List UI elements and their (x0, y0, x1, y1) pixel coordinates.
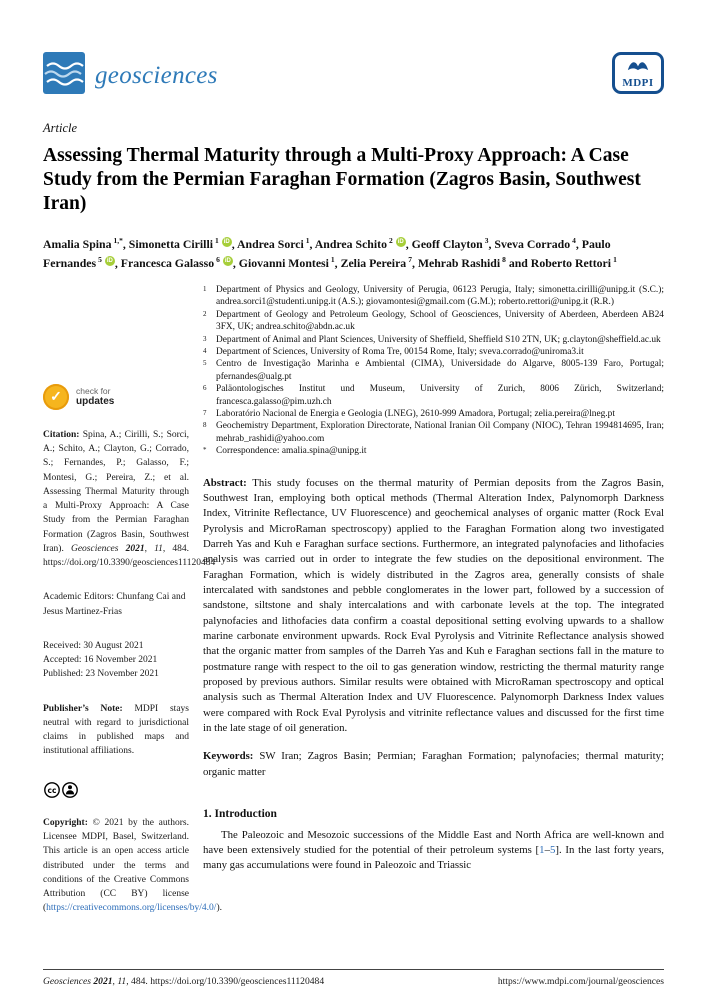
affiliation-number: 5 (203, 359, 207, 368)
citation-block (43, 428, 216, 571)
article-title: Assessing Thermal Maturity through a Multi-Proxy Approach: A Case Study from the Permian Faraghan Formation (Zagros Basin, Southwest Iran) (43, 145, 641, 214)
author-name: Zelia Pereira (340, 255, 407, 270)
author-affiliation-ref: 6 (216, 254, 220, 264)
inline-link[interactable]: 1 (539, 844, 545, 857)
affiliation-number: 1 (203, 284, 207, 293)
badge-line2: updates (76, 396, 115, 408)
text-segment: Spina, A.; Cirilli, S.; Sorci, A.; Schito, A.; Clayton, G.; Corrado, S.; Fernandes, P.; Galasso, F.; Montesi, G.; Pereira, Z.; et al. Assessing Thermal Maturity through a Multi-Proxy Approach: A Case Study from the Permian Faraghan Formation (Zagros Basin, Southwest Iran). (43, 429, 189, 554)
text-segment: 11 (154, 543, 163, 554)
left-sidebar (43, 284, 222, 916)
text-segment: Publisher’s Note: (43, 703, 135, 714)
affiliation-text: Correspondence: amalia.spina@unipg.it (216, 446, 367, 457)
history-dates (43, 639, 189, 682)
affiliation-text: Department of Sciences, University of Roma Tre, 00154 Rome, Italy; sveva.corrado@uniroma3.it (216, 346, 584, 357)
text-segment: 11 (117, 976, 127, 987)
affiliations-list (203, 284, 664, 458)
author-name: Paulo Fernandes (43, 237, 611, 270)
author-affiliation-ref: 1 (613, 254, 617, 264)
orcid-icon[interactable]: iD (223, 239, 230, 246)
affiliation-text: Department of Geology and Petroleum Geology, School of Geosciences, University of Aberdeen, Aberdeen AB24 3FX, UK; andrea.schito@abdn.ac.uk (216, 309, 664, 333)
author-name: Simonetta Cirilli (128, 237, 214, 252)
geosciences-waves-icon (43, 52, 85, 99)
affiliation-row (203, 284, 664, 309)
text-segment[interactable]: https://doi.org/10.3390/geosciences11120484 (150, 976, 325, 987)
footer-citation (43, 976, 324, 987)
page-footer (43, 969, 664, 987)
author-affiliation-ref: 1,* (113, 236, 123, 246)
author-name: Mehrab Rashidi (417, 255, 501, 270)
footer-journal-url[interactable]: https://www.mdpi.com/journal/geosciences (497, 976, 664, 987)
affiliation-row (203, 408, 664, 420)
affiliation-number: 4 (203, 346, 207, 355)
text-segment: Keywords: (203, 750, 260, 763)
introduction-paragraph (203, 828, 664, 874)
content-column (203, 284, 664, 916)
text-segment: ]. In the last forty years, many gas accumulations were found in Paleozoic and Triassic (203, 844, 665, 872)
affiliation-row (203, 346, 664, 358)
affiliation-row (203, 334, 664, 346)
author-name: Giovanni Montesi (238, 255, 329, 270)
affiliation-text: Department of Animal and Plant Sciences, University of Sheffield, Sheffield S10 2TN, UK; g.clayton@sheffield.ac.uk (216, 334, 661, 345)
text-segment: Geosciences (70, 543, 126, 554)
orcid-icon[interactable]: iD (397, 239, 404, 246)
affiliation-text: Geochemistry Department, Exploration Directorate, National Iranian Oil Company (NIOC), Tehran 1994814695, Iran; mehrab_rashidi@yahoo.com (216, 421, 664, 444)
author-name: Francesca Galasso (120, 255, 215, 270)
check-mark-glyph: ✓ (50, 388, 62, 405)
orcid-icon[interactable]: iD (224, 257, 231, 264)
mdpi-book-icon (626, 58, 650, 76)
journal-name: geosciences (95, 61, 218, 89)
footer-divider (43, 969, 664, 970)
author-name: Geoff Clayton (411, 237, 483, 252)
affiliation-row (203, 383, 664, 408)
badge-line1: check for (76, 385, 111, 396)
affiliation-row (203, 358, 664, 383)
orcid-icon[interactable]: iD (106, 257, 113, 264)
author-affiliation-ref: 2 (388, 236, 393, 246)
author-name: Amalia Spina (43, 237, 112, 252)
text-segment: ). (216, 903, 222, 914)
text-segment: Geosciences (43, 976, 94, 987)
affiliation-number: 3 (203, 334, 207, 343)
received-date: Received: 30 August 2021 (43, 640, 144, 651)
affiliation-text: Centro de Investigação Marinha e Ambiental (CIMA), Universidade do Algarve, 8005-139 Faro, Portugal; pfernandes@ualg.pt (216, 359, 664, 382)
text-segment: , (144, 543, 155, 554)
inline-link[interactable]: 5 (549, 844, 556, 857)
affiliation-row (203, 445, 664, 457)
text-segment: Abstract: (203, 476, 253, 489)
crossmark-check-icon (43, 384, 69, 410)
text-segment: , 484. (126, 976, 151, 987)
main-columns (43, 284, 664, 916)
text-segment: , 484. (162, 543, 189, 554)
text-segment: – (544, 844, 550, 857)
affiliation-number: 2 (203, 309, 207, 318)
text-segment: SW Iran; Zagros Basin; Permian; Faraghan Formation; palynofacies; thermal maturity; organic matter (203, 750, 664, 778)
affiliation-text: Paläontologisches Institut und Museum, University of Zurich, 8006 Zürich, Switzerland; francesca.galasso@pim.uzh.ch (216, 384, 664, 407)
author-affiliation-ref: 1 (215, 236, 219, 246)
text-segment: 2021 (125, 543, 145, 554)
affiliation-number: 8 (203, 421, 207, 430)
author-name: Andrea Schito (314, 237, 387, 252)
check-for-updates-label (76, 387, 114, 408)
affiliation-row (203, 309, 664, 334)
cc-by-license-icon[interactable] (43, 781, 189, 804)
publisher-note (43, 702, 189, 759)
text-segment: Citation: (43, 429, 83, 440)
inline-link[interactable]: https://creativecommons.org/licenses/by/4.0/ (46, 903, 217, 914)
academic-editors: Academic Editors: Chunfang Cai and Jesus Martinez-Frias (43, 592, 186, 617)
copyright-block (43, 816, 222, 916)
author-affiliation-ref: 3 (484, 236, 489, 246)
affiliation-row (203, 420, 664, 445)
accepted-date: Accepted: 16 November 2021 (43, 655, 158, 666)
cc-glyph: cc (47, 785, 57, 795)
text-segment: Copyright: (43, 817, 93, 828)
article-type-label: Article (43, 121, 78, 135)
affiliation-number: 6 (203, 384, 207, 393)
text-segment: MDPI stays neutral with regard to jurisdictional claims in published maps and institutional affiliations. (43, 703, 189, 757)
affiliation-text: Laboratório Nacional de Energia e Geologia (LNEG), 2610-999 Amadora, Portugal; zelia.pereira@lneg.pt (216, 408, 615, 419)
text-segment: 2021 (93, 976, 113, 987)
mdpi-logo[interactable] (612, 52, 664, 94)
affiliation-number: * (203, 446, 207, 455)
check-for-updates-badge[interactable] (43, 384, 147, 410)
published-date: Published: 23 November 2021 (43, 669, 159, 680)
journal-logo[interactable] (43, 52, 218, 99)
text-segment: The Paleozoic and Mesozoic successions of the Middle East and North Africa are well-known and have been extensively studied for the potential of their petroleum systems [ (203, 828, 664, 857)
authors-line: Amalia Spina $^{1,*}$, Simonetta Cirilli $^1$ iD , Andrea Sorci $^1$, Andrea Schito $^2$ iD , Geoff Clayton $^3$, Sveva Corrado $^4$, Paulo Fernandes $^5$ iD , Francesca Galasso $^6$ iD , Giovanni Montesi $^1$, Zelia Pereira $^7$, Mehrab Rashidi $^8$ and Roberto Rettori $^1$ (43, 236, 617, 270)
author-affiliation-ref: 5 (98, 254, 102, 264)
text-segment[interactable]: https://doi.org/10.3390/geosciences11120484 (43, 558, 216, 569)
text-segment: This study focuses on the thermal maturity of Permian deposits from the Zagros Basin, Southwest Iran, employing both optical methods (Thermal Alteration Index, Palynomorph Darkness Index, Vitrinite Reflectance, UV Fluorescence) and geochemical analyses of organic matter (Rock Eval Pyrolysis and MicroRaman spectroscopy) applied to the Faraghan Formation along two investigated Darreh Yas and Kuh e Faraghan surface sections. Furthermore, an integrated palynofacies and lithofacies analysis was carried out in order to integrate the few studies on the depositional environment. The Faraghan Formation, which is widely distributed in the Zagros area, generally consists of shale intercalated with sandstones and pebble conglomerates in the lower part, followed by a succession of sandstone, siltstone and shaly intercalations and with carbonate levels at the top. The integrated palynofacies and lithofacies data confirm a coastal depositional setting evolving upwards to a shallow marine carbonate environment upwards. Rock Eval Pyrolysis and Vitrinite Reflectance analysis showed that the organic matter from samples of the Darreh Yas and Kuh e Faraghan sections fall in the mature to postmature range with respect to the oil to gas generation window, restricting the thermal maturity range proposed by previous authors. Similar results were obtained with MicroRaman spectroscopy and optical analysis such as Thermal Alteration Index and UV Fluorescence. Palynomorph Darkness Index values were compared with Rock Eval Pyrolysis and vitrinite reflectance values and discussed for the first time in the late stage of oil generation. (203, 476, 664, 734)
author-name: Andrea Sorci (237, 237, 304, 252)
affiliation-number: 7 (203, 408, 207, 417)
author-name: Roberto Rettori (530, 255, 612, 270)
author-affiliation-ref: 8 (502, 254, 506, 264)
page-header (43, 0, 664, 99)
author-name: Sveva Corrado (494, 237, 571, 252)
author-affiliation-ref: 7 (408, 254, 412, 264)
section-heading-introduction: 1. Introduction (203, 807, 277, 820)
author-affiliation-ref: 4 (572, 236, 576, 246)
text-segment: , (112, 976, 118, 987)
affiliation-text: Department of Physics and Geology, University of Perugia, 06123 Perugia, Italy; simonetta.cirilli@unipg.it (S.C.); andrea.sorci1@studenti.unipg.it (A.S.); giovamontesi@gmail.com (G.M.); roberto.rettori@unipg.it (R.R.) (216, 284, 664, 308)
author-affiliation-ref: 1 (330, 254, 335, 264)
mdpi-logo-text: MDPI (622, 76, 654, 89)
text-segment: © 2021 by the authors. Licensee MDPI, Basel, Switzerland. This article is an open access article distributed under the terms and conditions of the Creative Commons Attribution (CC BY) license ( (43, 817, 189, 914)
author-affiliation-ref: 1 (305, 236, 310, 246)
abstract (203, 476, 664, 737)
keywords (203, 749, 664, 780)
